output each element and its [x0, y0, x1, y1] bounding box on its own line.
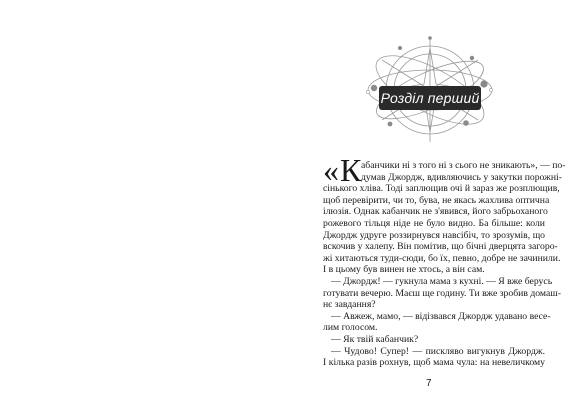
- text-line: нє завдання?: [323, 299, 376, 311]
- text-line: І в цьому був винен не хтось, а він сам.: [323, 264, 485, 276]
- text-line: — Чудово! Супер! — пискляво вигукнув Джордж.: [331, 345, 545, 357]
- text-line: абанчики ні з того ні з сього не зникають», — по-: [361, 160, 566, 171]
- text-line: Джордж удруге роззирнувся навсібіч, то зрозумів, що: [323, 229, 545, 241]
- drop-cap: К: [340, 152, 362, 188]
- text-line: — Як твій кабанчик?: [331, 333, 419, 345]
- text-line: сінького хліва. Тоді заплющив очі й зараз же розплющив,: [323, 183, 560, 195]
- text-line: рожевого тільця ніде не було видно. Ба більше: коли: [323, 217, 545, 229]
- text-line: щоб перевірити, чи то, бува, не якась жахлива оптична: [323, 194, 550, 206]
- opening-quote-mark: «: [323, 152, 339, 188]
- text-line: — Джордж! — гукнула мама з кухні. — Я вже берусь: [331, 275, 553, 287]
- text-line: — Авжеж, мамо, — відізвався Джордж удавано весе-: [331, 310, 551, 322]
- chapter-banner: [379, 86, 481, 110]
- text-line: І кілька разів рохнув, щоб мама чула: на невеличкому: [323, 357, 545, 369]
- text-line: лим голосом.: [323, 322, 378, 334]
- chapter-text: [323, 160, 566, 369]
- text-line: ілюзія. Однак кабанчик не з'явився, його забрьоханого: [323, 206, 548, 218]
- text-line: вскочив у халепу. Він помітив, що бічні дверцята загоро-: [323, 241, 558, 253]
- page-number: 7: [426, 378, 432, 389]
- chapter-title: Розділ перший: [380, 90, 480, 106]
- text-line: думав Джордж, вдивляючись у закутки порожні-: [361, 171, 562, 183]
- text-line: жі хитаються туди-сюди, бо їх, певно, добре не зачинили.: [323, 252, 561, 264]
- text-line: готувати вечерю. Маєш ще годину. Ти вже зробив домаш-: [323, 287, 561, 299]
